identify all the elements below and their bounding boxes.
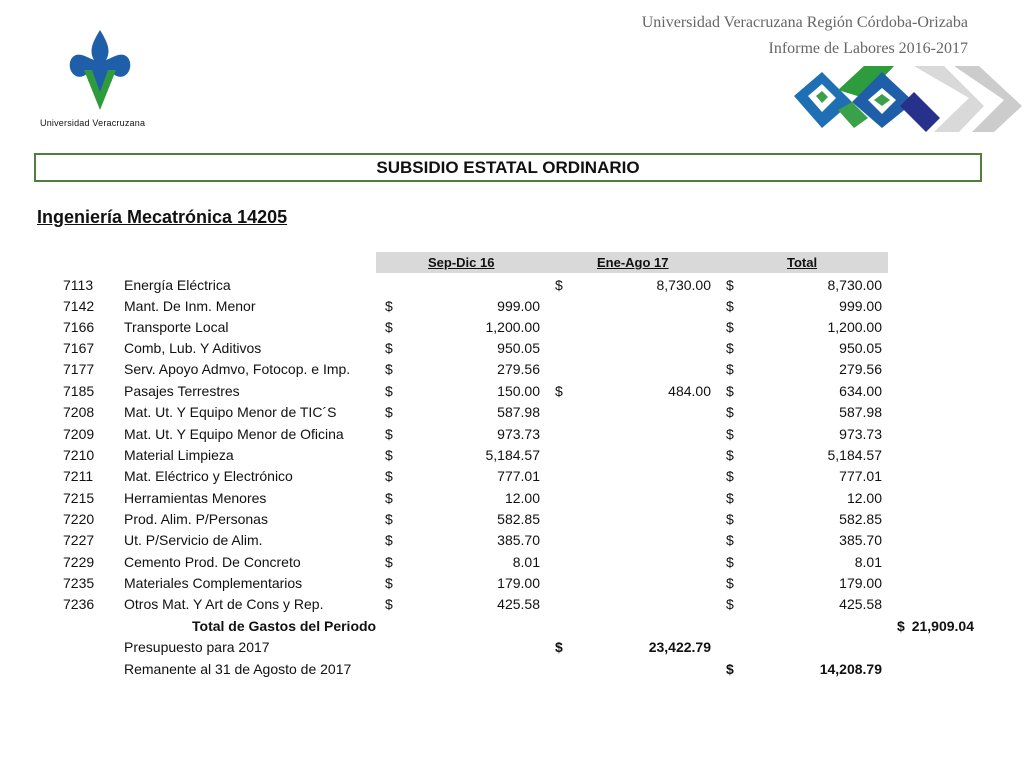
currency-symbol: $ [385, 532, 393, 548]
header-institution: Universidad Veracruzana Región Córdoba-Orizaba [641, 14, 968, 31]
row-sepdic: 279.56 [497, 361, 540, 377]
row-sepdic: 777.01 [497, 468, 540, 484]
row-sepdic: 950.05 [497, 340, 540, 356]
row-sepdic: 999.00 [497, 298, 540, 314]
row-concept: Ut. P/Servicio de Alim. [124, 532, 263, 548]
row-concept: Mat. Ut. Y Equipo Menor de Oficina [124, 426, 344, 442]
university-logo [40, 28, 160, 132]
table-row [0, 275, 1024, 296]
currency-symbol: $ [897, 618, 905, 634]
currency-symbol: $ [385, 340, 393, 356]
currency-symbol: $ [726, 426, 734, 442]
row-total: 634.00 [839, 383, 882, 399]
row-total: 582.85 [839, 511, 882, 527]
row-concept: Materiales Complementarios [124, 575, 303, 591]
currency-symbol: $ [726, 554, 734, 570]
grand-total-value: 21,909.04 [911, 618, 974, 634]
table-row [0, 466, 1024, 487]
row-concept: Energía Eléctrica [124, 277, 231, 293]
row-concept: Transporte Local [124, 319, 229, 335]
row-concept: Material Limpieza [124, 447, 234, 463]
row-total: 999.00 [839, 298, 882, 314]
row-sepdic: 5,184.57 [485, 447, 540, 463]
currency-symbol: $ [385, 554, 393, 570]
row-total: 777.01 [839, 468, 882, 484]
currency-symbol: $ [385, 575, 393, 591]
table-row [0, 424, 1024, 445]
budget-row [0, 637, 1024, 658]
university-crest-icon [66, 28, 134, 114]
currency-symbol: $ [385, 511, 393, 527]
grand-total-label: Total de Gastos del Periodo [192, 618, 377, 634]
budget-value: 23,422.79 [648, 639, 711, 655]
table-row [0, 594, 1024, 615]
currency-symbol: $ [385, 490, 393, 506]
row-total: 8.01 [854, 554, 882, 570]
row-eneago: 8,730.00 [656, 277, 711, 293]
row-concept: Prod. Alim. P/Personas [124, 511, 268, 527]
currency-symbol: $ [726, 277, 734, 293]
currency-symbol: $ [726, 404, 734, 420]
row-total: 12.00 [846, 490, 882, 506]
row-code: 7236 [63, 596, 95, 612]
row-code: 7210 [63, 447, 95, 463]
row-concept: Comb, Lub. Y Aditivos [124, 340, 262, 356]
row-total: 8,730.00 [827, 277, 882, 293]
currency-symbol: $ [726, 511, 734, 527]
logo-text: Universidad Veracruzana [40, 118, 146, 128]
row-sepdic: 150.00 [497, 383, 540, 399]
currency-symbol: $ [385, 383, 393, 399]
currency-symbol: $ [555, 277, 563, 293]
currency-symbol: $ [726, 340, 734, 356]
currency-symbol: $ [385, 447, 393, 463]
row-total: 5,184.57 [827, 447, 882, 463]
currency-symbol: $ [555, 639, 563, 655]
row-code: 7166 [63, 319, 95, 335]
row-total: 950.05 [839, 340, 882, 356]
table-row [0, 381, 1024, 402]
currency-symbol: $ [726, 532, 734, 548]
col-header-sepdic: Sep-Dic 16 [428, 255, 495, 270]
table-row [0, 317, 1024, 338]
row-concept: Mant. De Inm. Menor [124, 298, 256, 314]
row-code: 7215 [63, 490, 95, 506]
remaining-label: Remanente al 31 de Agosto de 2017 [124, 661, 352, 677]
table-row [0, 338, 1024, 359]
currency-symbol: $ [726, 447, 734, 463]
row-eneago: 484.00 [668, 383, 711, 399]
currency-symbol: $ [385, 361, 393, 377]
currency-symbol: $ [385, 298, 393, 314]
currency-symbol: $ [726, 361, 734, 377]
table-row [0, 552, 1024, 573]
currency-symbol: $ [385, 426, 393, 442]
row-concept: Serv. Apoyo Admvo, Fotocop. e Imp. [124, 361, 351, 377]
row-code: 7167 [63, 340, 95, 356]
currency-symbol: $ [385, 319, 393, 335]
table-row [0, 445, 1024, 466]
table-row [0, 402, 1024, 423]
table-row [0, 488, 1024, 509]
remaining-row [0, 659, 1024, 680]
row-code: 7208 [63, 404, 95, 420]
row-code: 7142 [63, 298, 95, 314]
row-code: 7220 [63, 511, 95, 527]
section-banner: SUBSIDIO ESTATAL ORDINARIO [34, 153, 982, 182]
row-sepdic: 582.85 [497, 511, 540, 527]
row-sepdic: 1,200.00 [485, 319, 540, 335]
row-code: 7185 [63, 383, 95, 399]
col-header-eneago: Ene-Ago 17 [597, 255, 669, 270]
currency-symbol: $ [726, 383, 734, 399]
table-row [0, 296, 1024, 317]
row-sepdic: 425.58 [497, 596, 540, 612]
row-concept: Mat. Eléctrico y Electrónico [124, 468, 293, 484]
grand-total-row [0, 616, 1024, 637]
table-row [0, 530, 1024, 551]
currency-symbol: $ [726, 661, 734, 677]
row-code: 7229 [63, 554, 95, 570]
currency-symbol: $ [385, 404, 393, 420]
program-title: Ingeniería Mecatrónica 14205 [37, 207, 288, 227]
row-code: 7235 [63, 575, 95, 591]
row-concept: Mat. Ut. Y Equipo Menor de TIC´S [124, 404, 337, 420]
currency-symbol: $ [385, 596, 393, 612]
remaining-value: 14,208.79 [819, 661, 882, 677]
currency-symbol: $ [726, 298, 734, 314]
row-sepdic: 973.73 [497, 426, 540, 442]
row-concept: Cemento Prod. De Concreto [124, 554, 301, 570]
currency-symbol: $ [555, 383, 563, 399]
currency-symbol: $ [726, 319, 734, 335]
currency-symbol: $ [726, 575, 734, 591]
decorative-pattern-icon [794, 66, 1024, 132]
row-code: 7227 [63, 532, 95, 548]
currency-symbol: $ [726, 468, 734, 484]
row-concept: Otros Mat. Y Art de Cons y Rep. [124, 596, 324, 612]
row-sepdic: 179.00 [497, 575, 540, 591]
row-sepdic: 12.00 [504, 490, 540, 506]
table-row [0, 359, 1024, 380]
currency-symbol: $ [726, 490, 734, 506]
header-report-title: Informe de Labores 2016-2017 [768, 40, 968, 57]
col-header-total: Total [787, 255, 818, 270]
row-sepdic: 587.98 [497, 404, 540, 420]
table-row [0, 573, 1024, 594]
row-code: 7113 [63, 277, 94, 293]
row-code: 7211 [63, 468, 94, 484]
row-total: 1,200.00 [827, 319, 882, 335]
row-total: 179.00 [839, 575, 882, 591]
row-total: 279.56 [839, 361, 882, 377]
row-total: 425.58 [839, 596, 882, 612]
currency-symbol: $ [726, 596, 734, 612]
currency-symbol: $ [385, 468, 393, 484]
table-row [0, 509, 1024, 530]
row-sepdic: 385.70 [497, 532, 540, 548]
row-total: 587.98 [839, 404, 882, 420]
row-sepdic: 8.01 [512, 554, 540, 570]
row-code: 7209 [63, 426, 95, 442]
budget-label: Presupuesto para 2017 [124, 639, 270, 655]
row-code: 7177 [63, 361, 95, 377]
row-total: 973.73 [839, 426, 882, 442]
row-concept: Herramientas Menores [124, 490, 267, 506]
row-total: 385.70 [839, 532, 882, 548]
row-concept: Pasajes Terrestres [124, 383, 240, 399]
